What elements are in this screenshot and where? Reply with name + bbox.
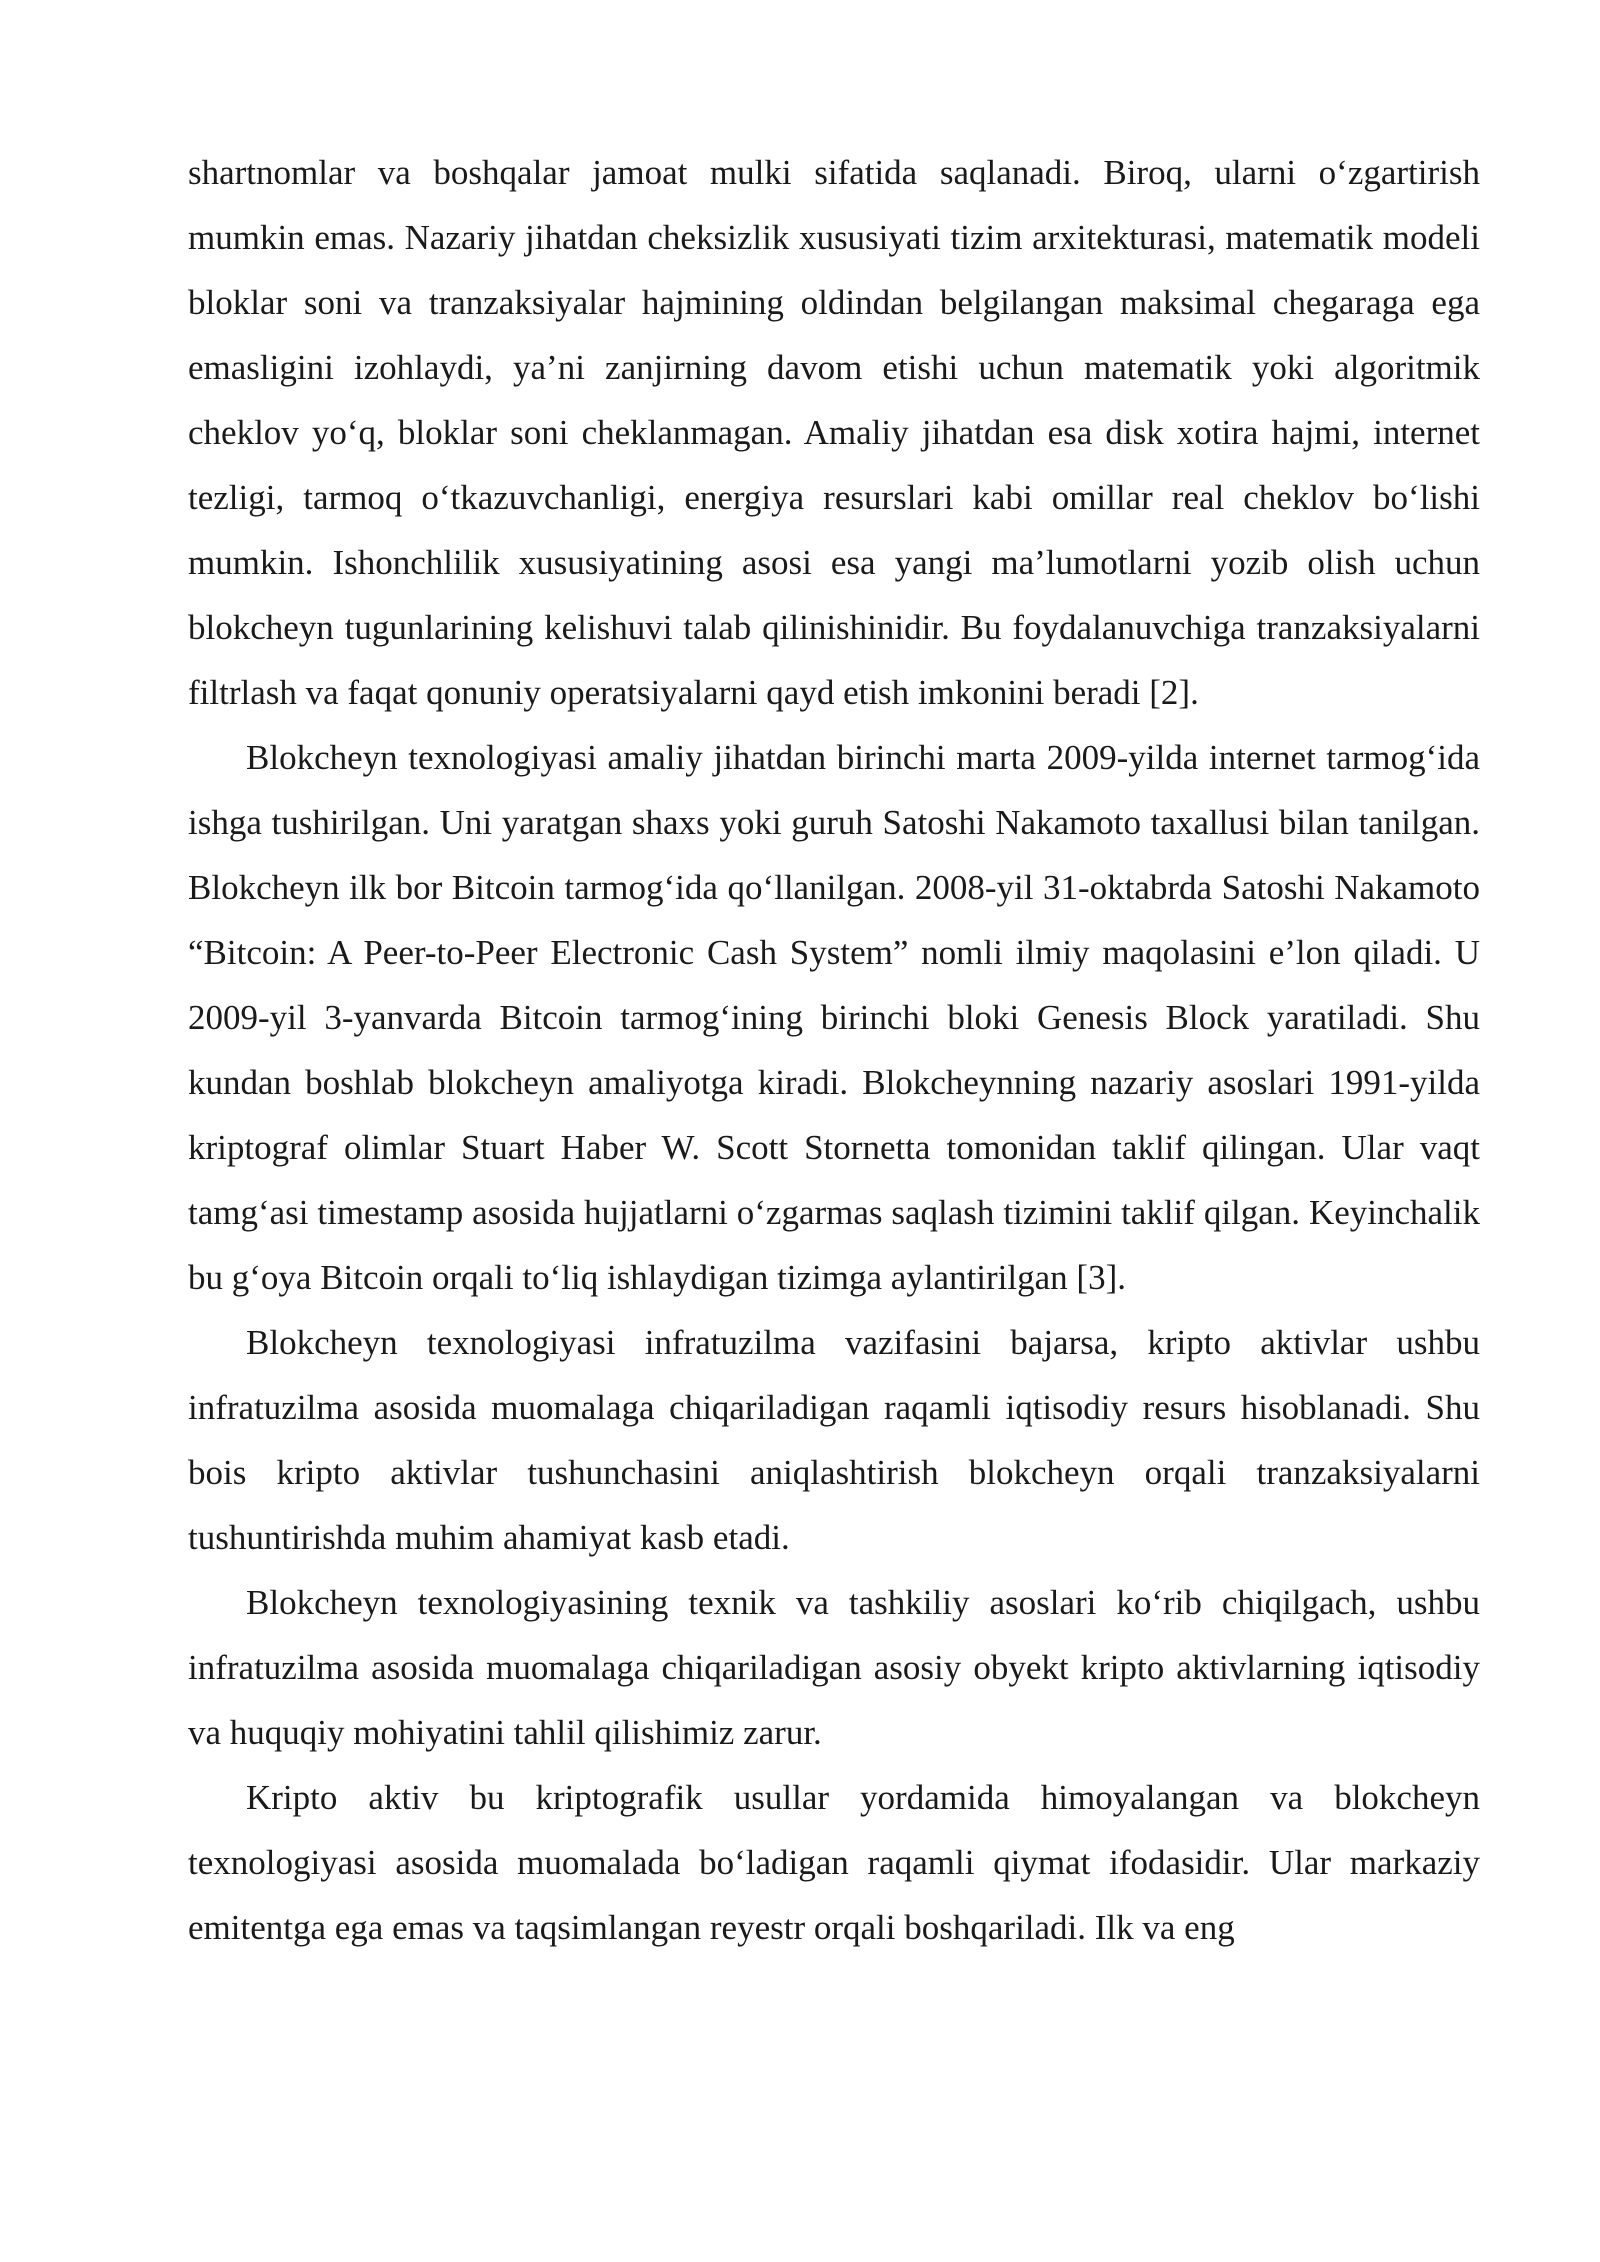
paragraph-blockchain-history: Blokcheyn texnologiyasi amaliy jihatdan birinchi marta 2009-yilda internet tarmog‘ida ishga tushirilgan. Uni yaratgan shaxs yoki guruh Satoshi Nakamoto taxallusi bilan tanilgan. Blokcheyn ilk bor Bitcoin tarmog‘ida qo‘llanilgan. 2008-yil 31-oktabrda Satoshi Nakamoto “Bitcoin: A Peer-to-Peer Electronic Cash System” nomli ilmiy maqolasini e’lon qiladi. U 2009-yil 3-yanvarda Bitcoin tarmog‘ining birinchi bloki Genesis Block yaratiladi. Shu kundan boshlab blokcheyn amaliyotga kiradi. Blokcheynning nazariy asoslari 1991-yilda kriptograf olimlar Stuart Haber W. Scott Stornetta tomonidan taklif qilingan. Ular vaqt tamg‘asi timestamp asosida hujjatlarni o‘zgarmas saqlash tizimini taklif qilgan. Keyinchalik bu g‘oya Bitcoin orqali to‘liq ishlaydigan tizimga aylantirilgan [3].: [188, 738, 1480, 1297]
paragraph-infrastructure: Blokcheyn texnologiyasi infratuzilma vazifasini bajarsa, kripto aktivlar ushbu infratuzilma asosida muomalaga chiqariladigan raqamli iqtisodiy resurs hisoblanadi. Shu bois kripto aktivlar tushunchasini aniqlashtirish blokcheyn orqali tranzaksiyalarni tushuntirishda muhim ahamiyat kasb etadi.: [188, 1323, 1480, 1557]
paragraph-technical-basis: Blokcheyn texnologiyasining texnik va tashkiliy asoslari ko‘rib chiqilgach, ushbu infratuzilma asosida muomalaga chiqariladigan asosiy obyekt kripto aktivlarning iqtisodiy va huquqiy mohiyatini tahlil qilishimiz zarur.: [188, 1583, 1480, 1752]
paragraph-crypto-asset-definition: Kripto aktiv bu kriptografik usullar yordamida himoyalangan va blokcheyn texnologiyasi asosida muomalada bo‘ladigan raqamli qiymat ifodasidir. Ular markaziy emitentga ega emas va taqsimlangan reyestr orqali boshqariladi. Ilk va eng: [188, 1778, 1480, 1947]
paragraph-continuation: shartnomlar va boshqalar jamoat mulki sifatida saqlanadi. Biroq, ularni o‘zgartirish mumkin emas. Nazariy jihatdan cheksizlik xususiyati tizim arxitekturasi, matematik modeli bloklar soni va tranzaksiyalar hajmining oldindan belgilangan maksimal chegaraga ega emasligini izohlaydi, ya’ni zanjirning davom etishi uchun matematik yoki algoritmik cheklov yo‘q, bloklar soni cheklanmagan. Amaliy jihatdan esa disk xotira hajmi, internet tezligi, tarmoq o‘tkazuvchanligi, energiya resurslari kabi omillar real cheklov bo‘lishi mumkin. Ishonchlilik xususiyatining asosi esa yangi ma’lumotlarni yozib olish uchun blokcheyn tugunlarining kelishuvi talab qilinishinidir. Bu foydalanuvchiga tranzaksiyalarni filtrlash va faqat qonuniy operatsiyalarni qayd etish imkonini beradi [2].: [188, 153, 1480, 712]
document-page: [188, 140, 1480, 1960]
